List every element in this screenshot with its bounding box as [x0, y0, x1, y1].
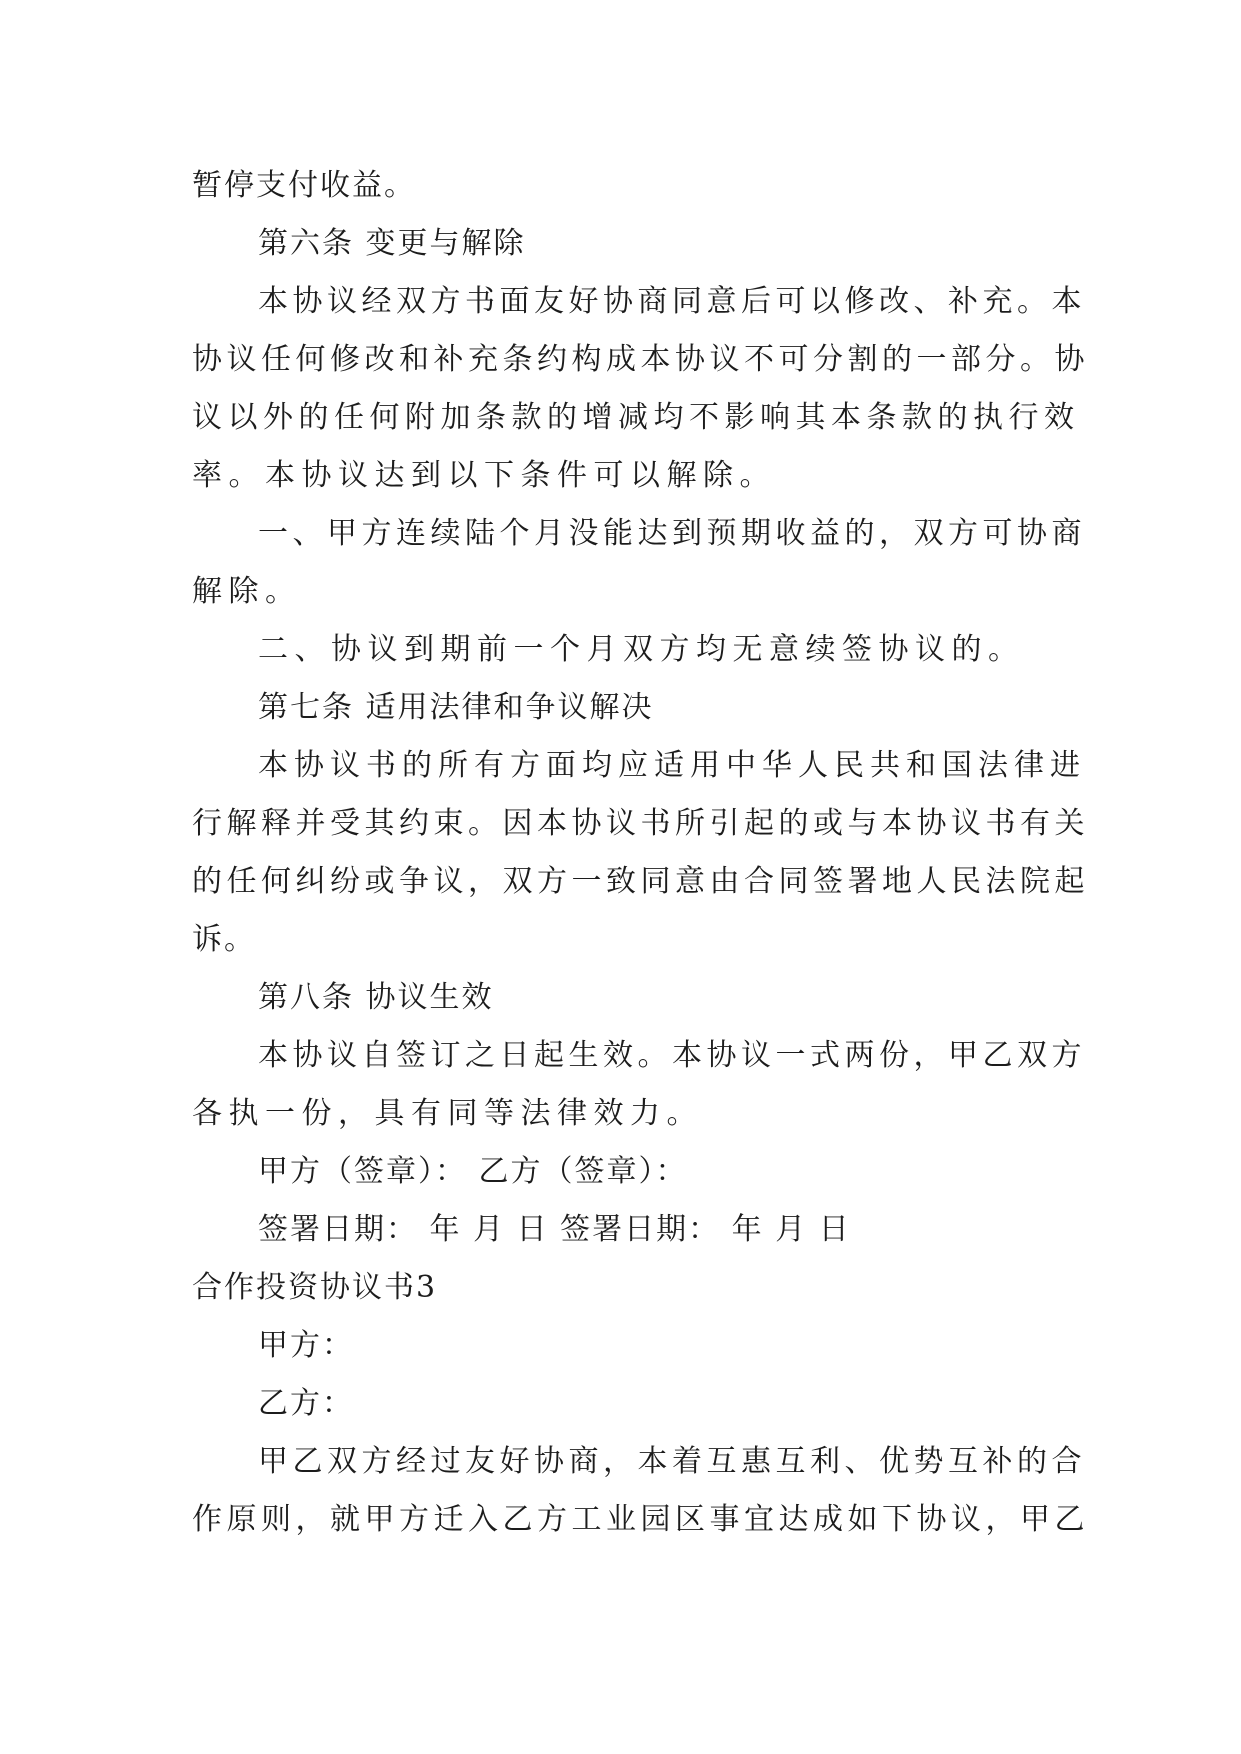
- paragraph-line: 议以外的任何附加条款的增减均不影响其本条款的执行效: [192, 400, 1080, 435]
- section-heading-7: 第七条 适用法律和争议解决: [258, 690, 654, 725]
- paragraph-line: 本协议书的所有方面均应适用中华人民共和国法律进: [258, 748, 1086, 783]
- paragraph-line: 各执一份，具有同等法律效力。: [192, 1096, 703, 1131]
- signature-parties-line: 甲方（签章）： 乙方（签章）：: [258, 1154, 688, 1189]
- paragraph-line: 甲乙双方经过友好协商，本着互惠互利、优势互补的合: [258, 1444, 1086, 1479]
- paragraph-line: 的任何纠纷或争议，双方一致同意由合同签署地人民法院起: [192, 864, 1089, 899]
- section-heading-6: 第六条 变更与解除: [258, 226, 526, 261]
- signature-date-line: 签署日期： 年 月 日 签署日期： 年 月 日: [258, 1212, 851, 1247]
- section-heading-8: 第八条 协议生效: [258, 980, 494, 1015]
- paragraph-line: 本协议自签订之日起生效。本协议一式两份，甲乙双方: [258, 1038, 1086, 1073]
- paragraph-line: 作原则，就甲方迁入乙方工业园区事宜达成如下协议，甲乙: [192, 1502, 1089, 1537]
- paragraph-line: 二、协议到期前一个月双方均无意续签协议的。: [258, 632, 1025, 667]
- paragraph-line: 一、甲方连续陆个月没能达到预期收益的，双方可协商: [258, 516, 1086, 551]
- paragraph-line: 率。本协议达到以下条件可以解除。: [192, 458, 776, 493]
- agreement-title: 合作投资协议书3: [192, 1270, 438, 1305]
- paragraph-line: 协议任何修改和补充条约构成本协议不可分割的一部分。协: [192, 342, 1089, 377]
- party-a-line: 甲方：: [258, 1328, 354, 1363]
- paragraph-line: 行解释并受其约束。因本协议书所引起的或与本协议书有关: [192, 806, 1089, 841]
- paragraph-line: 诉。: [192, 922, 256, 957]
- paragraph-line: 本协议经双方书面友好协商同意后可以修改、补充。本: [258, 284, 1086, 319]
- paragraph-line: 暂停支付收益。: [192, 168, 416, 203]
- paragraph-line: 解除。: [192, 574, 302, 609]
- party-b-line: 乙方：: [258, 1386, 354, 1421]
